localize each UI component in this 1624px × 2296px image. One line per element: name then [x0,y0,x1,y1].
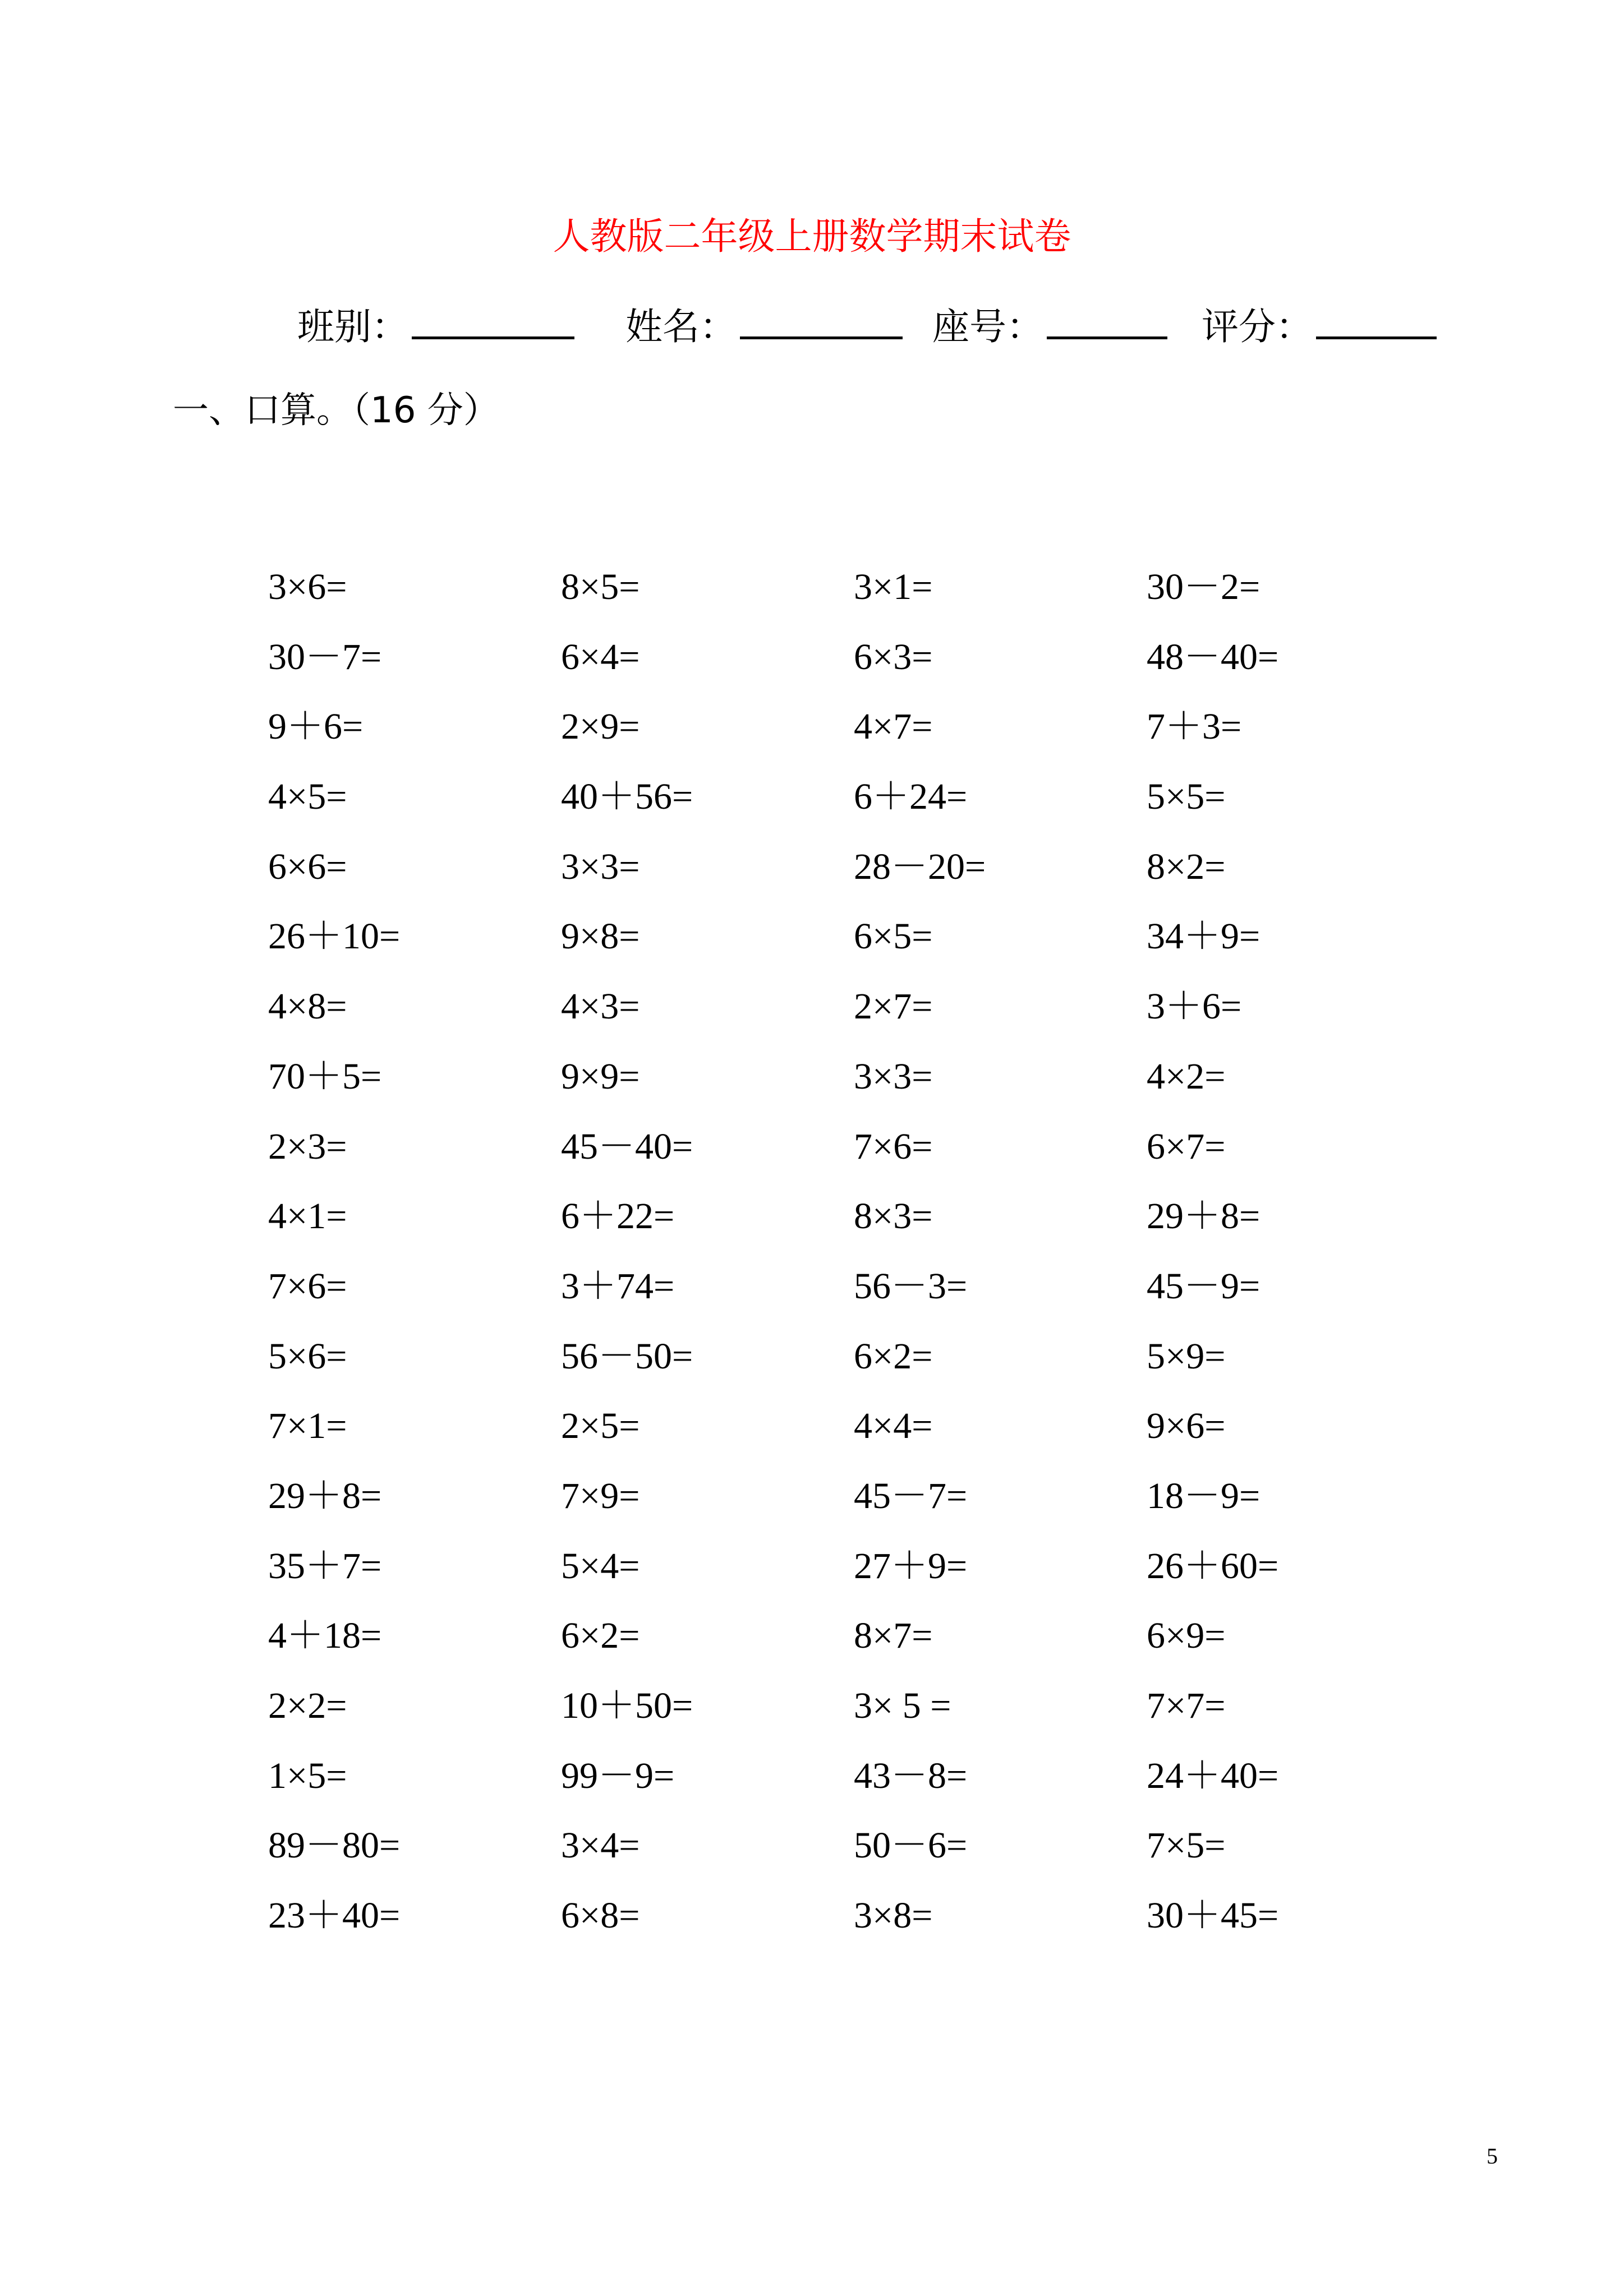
arithmetic-problem: 5×9= [1147,1335,1226,1377]
arithmetic-problem: 4×3= [561,986,640,1027]
class-label: 班别： [297,305,408,348]
class-blank[interactable] [412,296,574,339]
score-blank[interactable] [1316,296,1437,339]
arithmetic-problem: 8×5= [561,566,640,607]
seat-label: 座号： [932,305,1043,348]
arithmetic-problem: 48－40= [1147,636,1279,677]
arithmetic-problem: 9×9= [561,1055,640,1097]
arithmetic-problem: 6×9= [1147,1615,1226,1657]
name-field [625,296,903,355]
arithmetic-problem: 18－9= [1147,1475,1260,1516]
arithmetic-problem: 4×5= [268,776,347,818]
arithmetic-problem: 5×6= [268,1335,347,1377]
arithmetic-problem: 45－7= [854,1475,968,1516]
arithmetic-problem: 43－8= [854,1755,968,1796]
arithmetic-problem: 5×5= [1147,776,1226,818]
arithmetic-problem: 70＋5= [268,1055,382,1097]
arithmetic-problem: 3× 5 = [854,1685,951,1726]
arithmetic-problem: 30＋45= [1147,1895,1279,1937]
arithmetic-problem: 2×7= [854,986,933,1027]
arithmetic-problem: 28－20= [854,846,986,887]
name-label: 姓名： [625,305,737,348]
arithmetic-problem: 30－2= [1147,566,1260,607]
arithmetic-problem: 2×9= [561,706,640,748]
class-field [297,296,574,355]
arithmetic-problem: 4×4= [854,1405,933,1447]
seat-blank[interactable] [1047,296,1167,339]
arithmetic-problem: 3×8= [854,1895,933,1937]
arithmetic-problem: 30－7= [268,636,382,677]
exam-title: 人教版二年级上册数学期末试卷 [553,215,1071,258]
arithmetic-problem: 99－9= [561,1755,675,1796]
arithmetic-problem: 10＋50= [561,1685,693,1726]
arithmetic-problem: 7×5= [1147,1825,1226,1866]
arithmetic-problem: 9＋6= [268,706,364,748]
arithmetic-problem: 7＋3= [1147,706,1242,748]
arithmetic-problem: 6×5= [854,916,933,957]
arithmetic-problem: 50－6= [854,1825,968,1866]
name-blank[interactable] [740,296,903,339]
arithmetic-problem: 4＋18= [268,1615,382,1657]
arithmetic-problem: 3×4= [561,1825,640,1866]
arithmetic-problem: 6×4= [561,636,640,677]
arithmetic-problem: 40＋56= [561,776,693,818]
arithmetic-problem: 56－3= [854,1265,968,1307]
arithmetic-problem: 4×8= [268,986,347,1027]
arithmetic-problem: 3×6= [268,566,347,607]
arithmetic-problem: 2×5= [561,1405,640,1447]
arithmetic-problem: 3＋74= [561,1265,675,1307]
arithmetic-problem: 23＋40= [268,1895,401,1937]
arithmetic-problem: 35＋7= [268,1545,382,1587]
arithmetic-problem: 6×7= [1147,1126,1226,1167]
arithmetic-problem: 24＋40= [1147,1755,1279,1796]
arithmetic-problem: 9×6= [1147,1405,1226,1447]
arithmetic-problem: 7×6= [854,1126,933,1167]
arithmetic-problem: 2×2= [268,1685,347,1726]
arithmetic-problem: 6＋22= [561,1196,675,1237]
arithmetic-problem: 45－40= [561,1126,693,1167]
arithmetic-problem: 6×3= [854,636,933,677]
arithmetic-problem: 56－50= [561,1335,693,1377]
arithmetic-problem: 3＋6= [1147,986,1242,1027]
score-field [1202,296,1437,355]
arithmetic-problem: 45－9= [1147,1265,1260,1307]
arithmetic-problem: 26＋10= [268,916,401,957]
arithmetic-problem: 4×2= [1147,1055,1226,1097]
arithmetic-problem: 27＋9= [854,1545,968,1587]
arithmetic-problem: 3×3= [561,846,640,887]
arithmetic-problem: 4×1= [268,1196,347,1237]
arithmetic-problem: 7×6= [268,1265,347,1307]
arithmetic-problem: 26＋60= [1147,1545,1279,1587]
arithmetic-problem: 4×7= [854,706,933,748]
student-info-row [0,296,1624,352]
arithmetic-problem: 6＋24= [854,776,968,818]
arithmetic-problem: 2×3= [268,1126,347,1167]
seat-field [932,296,1167,355]
arithmetic-problem: 6×6= [268,846,347,887]
arithmetic-problem: 6×2= [854,1335,933,1377]
arithmetic-problem: 29＋8= [1147,1196,1260,1237]
arithmetic-problem: 29＋8= [268,1475,382,1516]
score-label: 评分： [1202,305,1313,348]
arithmetic-problem: 7×9= [561,1475,640,1516]
problem-grid [268,552,1446,1951]
arithmetic-problem: 8×2= [1147,846,1226,887]
arithmetic-problem: 8×7= [854,1615,933,1657]
arithmetic-problem: 7×7= [1147,1685,1226,1726]
arithmetic-problem: 3×3= [854,1055,933,1097]
arithmetic-problem: 1×5= [268,1755,347,1796]
section-heading-oral-arithmetic: 一、口算。（16 分） [173,390,499,431]
page-number: 5 [1487,2143,1498,2169]
arithmetic-problem: 6×8= [561,1895,640,1937]
arithmetic-problem: 6×2= [561,1615,640,1657]
arithmetic-problem: 7×1= [268,1405,347,1447]
arithmetic-problem: 8×3= [854,1196,933,1237]
arithmetic-problem: 5×4= [561,1545,640,1587]
arithmetic-problem: 9×8= [561,916,640,957]
arithmetic-problem: 3×1= [854,566,933,607]
arithmetic-problem: 89－80= [268,1825,401,1866]
arithmetic-problem: 34＋9= [1147,916,1260,957]
